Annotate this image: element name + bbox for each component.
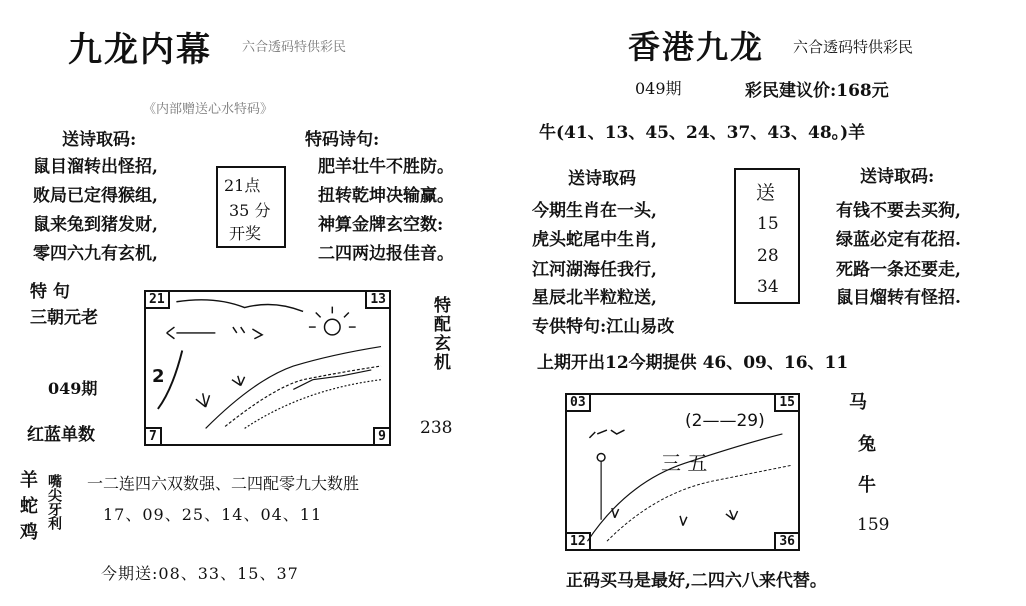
color-hint: 红蓝单数 (27, 425, 95, 445)
right-poem-header-left: 送诗取码 (568, 169, 636, 189)
numbers-line: 17、09、25、14、04、11 (103, 505, 323, 524)
left-poem-line: 鼠来兔到猪发财, (33, 215, 158, 235)
right-poem-line: 虎头蛇尾中生肖, (532, 230, 657, 250)
right-tagline: 六合透码特供彩民 (793, 38, 914, 56)
picture-handwritten-text: (2——29) (685, 411, 765, 431)
left-side-number: 238 (420, 418, 453, 438)
draw-time-line: 21点 (224, 176, 261, 195)
picture-corner-number: 13 (365, 292, 389, 309)
picture-mark: 2 (152, 366, 165, 387)
right-poem-line: 鼠目熘转有怪招. (836, 288, 961, 308)
animal-label: 马 (849, 392, 867, 413)
left-tagline: 六合透码特供彩民 (242, 40, 347, 55)
special-poem-line: 二四两边报佳音。 (318, 244, 454, 264)
left-subtitle: 《内部赠送心水特码》 (143, 102, 274, 117)
left-poem-header-left: 送诗取码: (62, 130, 137, 150)
landscape-sketch-icon (146, 292, 389, 444)
left-issue: 049期 (48, 379, 98, 398)
picture-corner-number: 9 (373, 427, 389, 444)
picture-handwritten-text: 三 五 (661, 451, 708, 475)
right-poem-line: 星辰北半粒粒送, (532, 288, 657, 308)
special-label: 特 句 (30, 282, 70, 302)
goat-line: 牛(41、13、45、24、37、43、48。)羊 (539, 123, 866, 143)
hint-line: 一二连四六双数强、二四配零九大数胜 (87, 474, 360, 493)
special-phrase: 三朝元老 (30, 308, 98, 328)
gift-box-line: 34 (757, 277, 779, 297)
gift-line: 今期送:08、33、15、37 (101, 564, 299, 583)
right-poem-header-right: 送诗取码: (860, 167, 935, 187)
left-poem-line: 败局已定得猴组, (33, 186, 158, 206)
right-side-number: 159 (857, 515, 890, 535)
left-poem-line: 零四六九有玄机, (33, 244, 158, 264)
gift-box-line: 送 (756, 182, 776, 204)
right-issue: 049期 (635, 79, 682, 98)
picture-corner-number: 36 (774, 532, 798, 549)
picture-corner-number: 03 (567, 395, 591, 412)
right-title: 香港九龙 (628, 28, 765, 66)
draw-time-line: 35 分 (229, 201, 271, 220)
animal-label: 牛 (858, 475, 876, 496)
right-poem-line: 死路一条还要走, (836, 260, 961, 280)
special-match-vertical: 特配玄机 (430, 296, 450, 372)
gift-box-line: 15 (757, 214, 779, 234)
picture-corner-number: 12 (567, 532, 591, 549)
bottom-line: 正码买马是最好,二四六八来代替。 (566, 571, 827, 591)
left-title: 九龙内幕 (68, 30, 212, 70)
picture-corner-number: 21 (146, 292, 170, 309)
animal-label: 兔 (858, 434, 876, 455)
right-poem-line: 有钱不要去买狗, (836, 201, 961, 221)
special-line: 专供特句:江山易改 (532, 317, 675, 337)
words-vertical: 嘴尖牙利 (46, 474, 62, 530)
special-poem-line: 神算金牌玄空数: (318, 215, 444, 235)
draw-time-line: 开奖 (229, 224, 262, 243)
right-poem-line: 绿蓝必定有花招. (836, 230, 961, 250)
left-poem-header-right: 特码诗句: (305, 130, 380, 150)
last-period-line: 上期开出12今期提供 46、09、16、11 (537, 353, 849, 373)
right-picture-frame (565, 393, 800, 551)
gift-box-line: 28 (757, 246, 779, 266)
left-picture-frame (144, 290, 391, 446)
left-poem-line: 鼠目溜转出怪招, (33, 157, 158, 177)
right-poem-line: 今期生肖在一头, (532, 201, 657, 221)
animals-vertical: 羊蛇鸡 (17, 470, 38, 548)
special-poem-line: 扭转乾坤决输赢。 (318, 186, 454, 206)
right-price: 彩民建议价:168元 (745, 81, 889, 101)
right-poem-line: 江河湖海任我行, (532, 260, 657, 280)
picture-corner-number: 7 (146, 427, 162, 444)
special-poem-line: 肥羊壮牛不胜防。 (318, 157, 454, 177)
picture-corner-number: 15 (774, 395, 798, 412)
